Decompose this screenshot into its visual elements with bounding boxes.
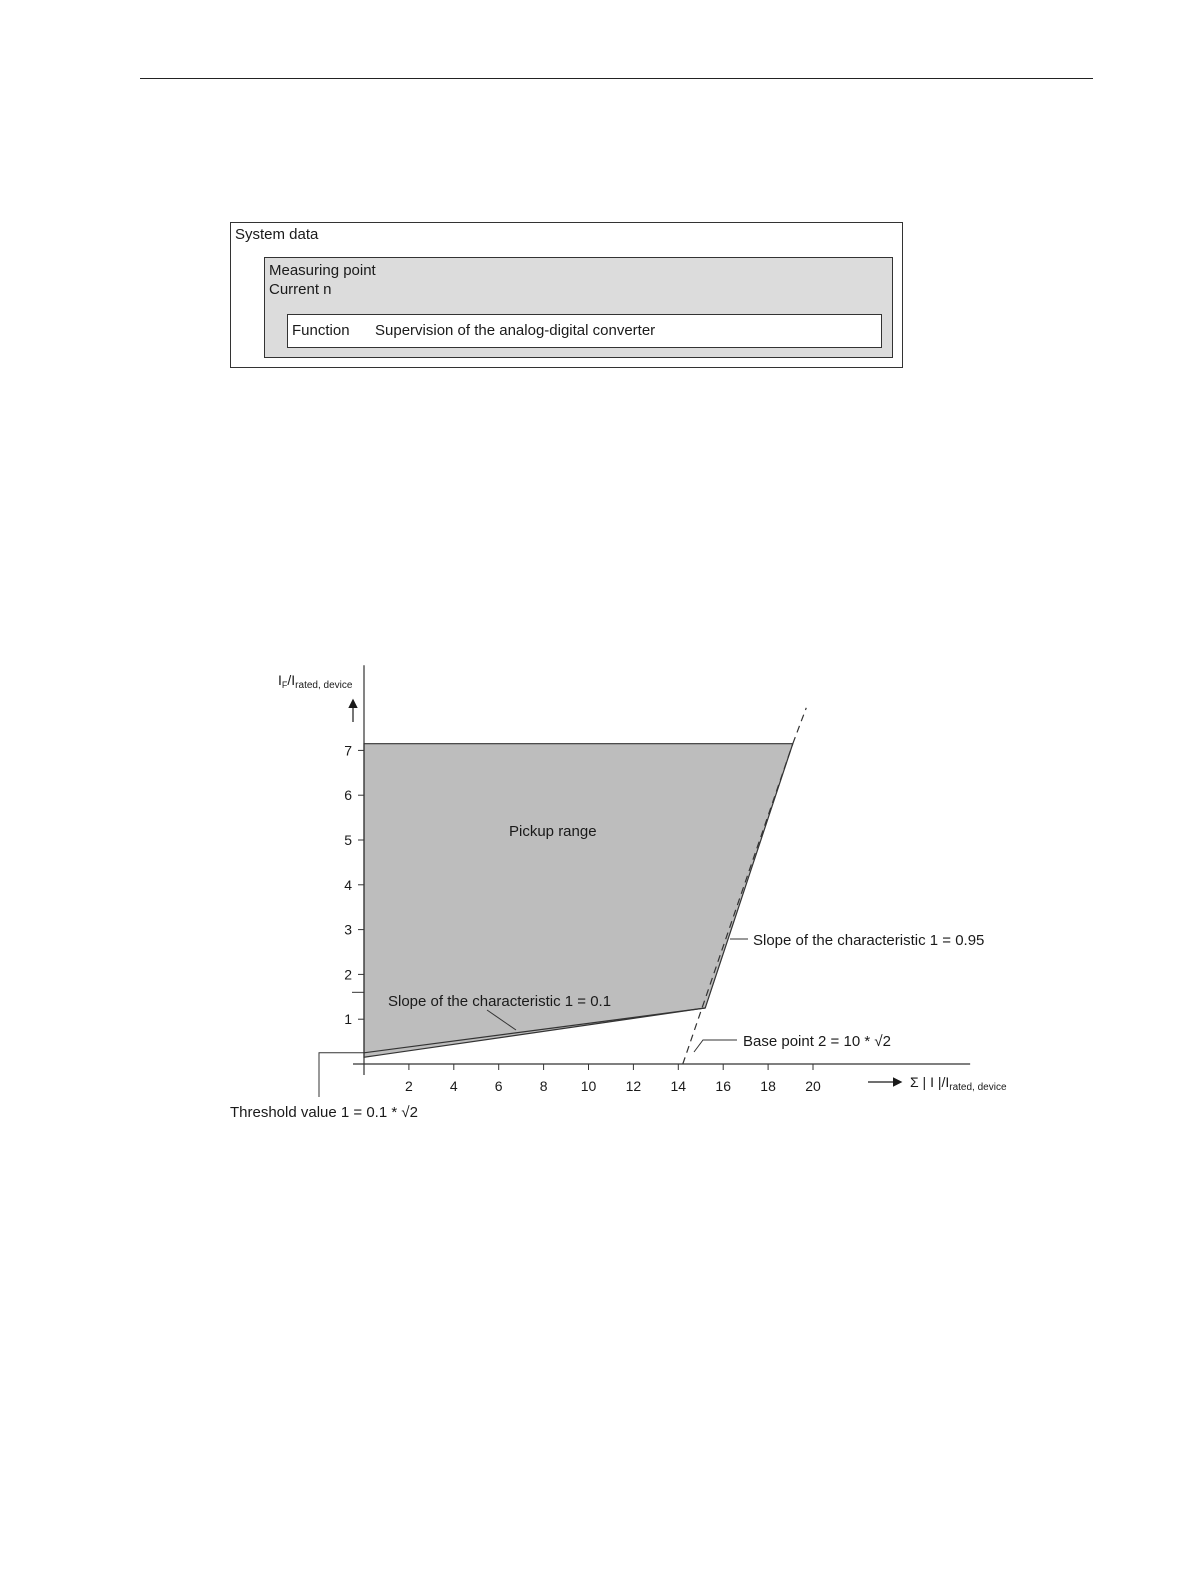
- pickup-range-label: Pickup range: [509, 823, 597, 840]
- x-tick-label-16: 16: [715, 1078, 731, 1094]
- measuring-point-title: Measuring point: [269, 262, 376, 279]
- y-tick-label-6: 6: [344, 787, 352, 804]
- x-tick-label-8: 8: [539, 1078, 548, 1094]
- x-tick-label-6: 6: [494, 1078, 503, 1094]
- y-tick-label-2: 2: [344, 966, 352, 983]
- threshold-leader: [319, 1053, 364, 1097]
- pickup-region: [364, 744, 793, 1058]
- y-axis-label: $I_F/I_{rated, device}$: [278, 672, 353, 691]
- slope1-annotation: Slope of the characteristic 1 = 0.1: [388, 993, 612, 1010]
- y-tick-label-1: 1: [344, 1011, 352, 1028]
- x-tick-label-12: 12: [625, 1078, 642, 1094]
- x-tick-label-14: 14: [670, 1078, 687, 1094]
- function-label: Function: [292, 322, 350, 339]
- y-tick-label-3: 3: [344, 921, 352, 938]
- y-tick-label-5: 5: [344, 832, 352, 848]
- x-tick-label-4: 4: [449, 1078, 458, 1094]
- x-axis-label: Σ | I $|/I_{rated, device}$: [910, 1074, 1007, 1093]
- x-tick-label-2: 2: [405, 1078, 413, 1094]
- function-value: Supervision of the analog-digital converter: [375, 322, 656, 339]
- current-label: Current n: [269, 281, 332, 298]
- x-tick-label-18: 18: [760, 1078, 776, 1094]
- slope2-annotation: Slope of the characteristic 1 = 0.95: [753, 932, 985, 949]
- x-tick-label-10: 10: [580, 1078, 597, 1094]
- threshold-annotation: Threshold value 1 = 0.1 * √2: [230, 1104, 418, 1121]
- y-tick-label-7: 7: [344, 742, 352, 759]
- base-point-leader: [694, 1040, 737, 1052]
- slope2-extension: [793, 708, 806, 744]
- x-tick-label-20: 20: [805, 1078, 821, 1094]
- base-point-annotation: Base point 2 = 10 * √2: [743, 1033, 891, 1050]
- system-data-title: System data: [235, 226, 319, 243]
- y-tick-label-4: 4: [344, 876, 352, 893]
